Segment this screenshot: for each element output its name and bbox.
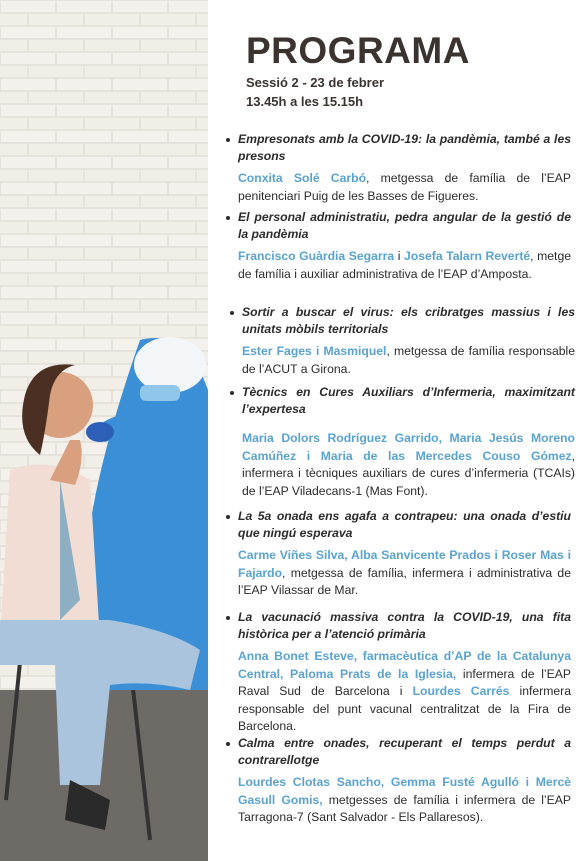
item-speakers xyxy=(226,648,571,736)
item-title: La vacunació massiva contra la COVID-19, una fita històrica per a l’atenció primària xyxy=(226,609,571,643)
speaker-role: , metgessa de família, infermera i administrativa de l’EAP Vilassar de Mar. xyxy=(238,565,571,597)
program-item xyxy=(226,209,571,283)
program-item xyxy=(226,508,571,600)
speaker-name: Francisco Guàrdia Segarra xyxy=(238,249,395,263)
program-panel xyxy=(208,0,580,861)
session-info xyxy=(246,73,384,111)
program-item xyxy=(230,384,575,500)
program-item xyxy=(230,304,575,378)
speaker-name: Lourdes Clotas Sancho, Gemma Fusté Agulló i Mercè Gasull Gomis, xyxy=(238,775,571,807)
speaker-name: Lourdes Carrés xyxy=(412,684,510,698)
bullet-icon xyxy=(226,515,230,519)
bullet-icon xyxy=(226,616,230,620)
speaker-name: Ester Fages i Masmiquel xyxy=(242,344,387,358)
bullet-icon xyxy=(230,391,234,395)
program-item xyxy=(226,735,571,827)
cover-photo xyxy=(0,0,208,861)
bullet-icon xyxy=(230,311,234,315)
item-title: Calma entre onades, recuperant el temps perdut a contrarellotge xyxy=(226,735,571,769)
item-title: Empresonats amb la COVID-19: la pandèmia, també a les presons xyxy=(226,131,571,165)
testing-photo-illustration xyxy=(0,0,208,861)
item-speakers xyxy=(226,774,571,827)
speaker-name: Josefa Talarn Reverté xyxy=(404,249,531,263)
speaker-role: metgesses de família i infermera de l’EAP Tarragona-7 (Sant Salvador - Els Pallaresos). xyxy=(238,792,571,824)
bullet-icon xyxy=(226,742,230,746)
session-date: Sessió 2 - 23 de febrer xyxy=(246,75,385,90)
item-speakers xyxy=(230,430,575,500)
item-speakers xyxy=(226,547,571,600)
speaker-role: , metgessa de família de l’EAP penitenciari Puig de les Basses de Figueres. xyxy=(238,171,572,203)
speaker-role: infermera de l’EAP Raval Sud de Barcelona i xyxy=(238,666,571,698)
item-title: Tècnics en Cures Auxiliars d’Infermeria, maximitzant l’expertesa xyxy=(230,384,575,418)
item-speakers xyxy=(226,170,571,205)
speaker-role: infermera responsable del punt vacunal centralitzat de la Fira de Barcelona. xyxy=(238,684,571,733)
item-title: Sortir a buscar el virus: els cribratges massius i les unitats mòbils territorials xyxy=(230,304,575,338)
speaker-name: Anna Bonet Esteve, farmacèutica d’AP de la Catalunya Central, Paloma Prats de la Iglesia, xyxy=(238,649,571,681)
speaker-name: Maria Dolors Rodríguez Garrido, Maria Jesús Moreno Camúñez i Maria de las Mercedes Couso Gómez xyxy=(242,431,575,463)
item-speakers xyxy=(226,248,571,283)
bullet-icon xyxy=(226,138,230,142)
speaker-role: , metgessa de família responsable de l’ACUT a Girona. xyxy=(242,344,575,376)
item-title: El personal administratiu, pedra angular de la gestió de la pandèmia xyxy=(226,209,571,243)
session-time: 13.45h a les 15.15h xyxy=(246,94,364,109)
item-speakers xyxy=(230,343,575,378)
page-title: PROGRAMA xyxy=(246,30,470,71)
program-item xyxy=(226,609,571,736)
speaker-joiner: i xyxy=(394,249,405,263)
speaker-role: , infermera i tècniques auxiliars de cures d’infermeria (TCAIs) de l’EAP Viladecans-1 (Mas Font). xyxy=(242,448,575,498)
program-item xyxy=(226,131,571,205)
item-title: La 5a onada ens agafa a contrapeu: una onada d’estiu que ningú esperava xyxy=(226,508,571,542)
speaker-name: Carme Viñes Silva, Alba Sanvicente Prados i Roser Mas i Fajardo xyxy=(238,548,571,580)
speaker-name: Conxita Solé Carbó xyxy=(238,171,367,185)
speaker-role: , metge de família i auxiliar administrativa de l’EAP d’Amposta. xyxy=(238,249,571,281)
bullet-icon xyxy=(226,216,230,220)
